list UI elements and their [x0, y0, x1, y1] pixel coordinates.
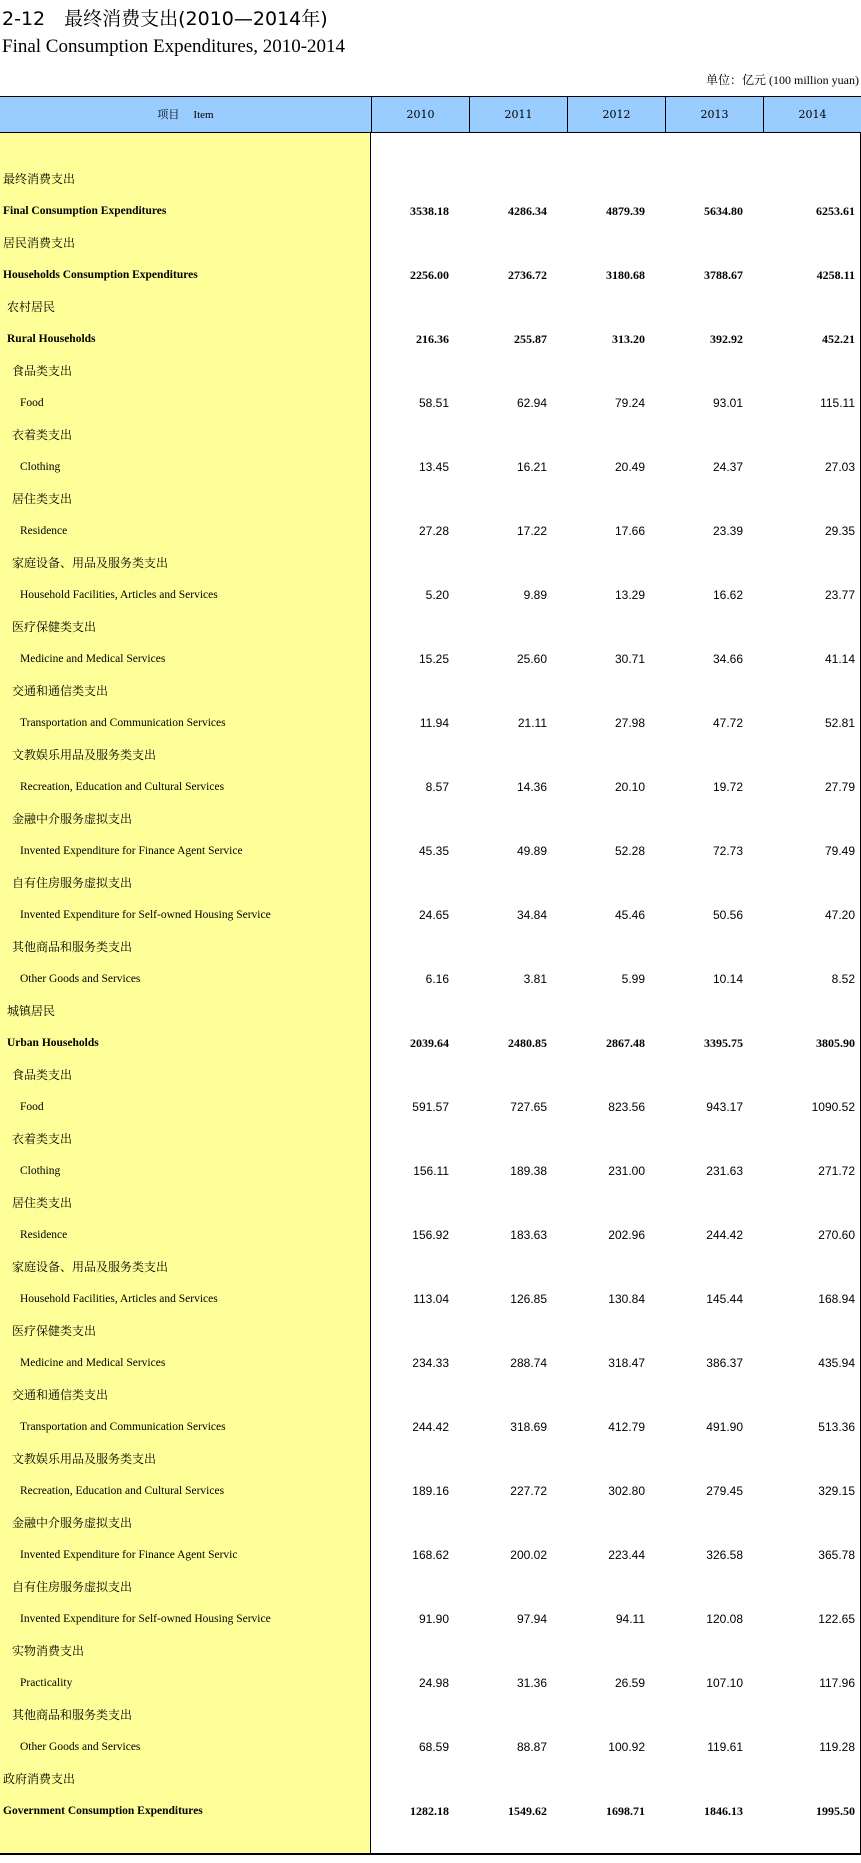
- header-item: [0, 97, 371, 132]
- cell-value-2014: 3805.90: [816, 1036, 855, 1050]
- cell-value-2013: 34.66: [712, 652, 743, 666]
- cell-value-2011: 34.84: [516, 908, 547, 922]
- cell-value-2010: 3538.18: [410, 204, 449, 218]
- cell-value-2012: 13.29: [614, 588, 645, 602]
- row-label-en: Other Goods and Services: [20, 1741, 141, 1753]
- table-row-label-cn: [0, 1699, 861, 1731]
- data-table: [0, 96, 861, 1863]
- cell-value-2013: 1846.13: [704, 1804, 743, 1818]
- row-label-en: Recreation, Education and Cultural Services: [20, 1485, 225, 1497]
- table-row-label-cn: [0, 1315, 861, 1347]
- row-label-en: Invented Expenditure for Finance Agent Service: [20, 845, 243, 857]
- table-row: [0, 323, 861, 355]
- cell-value-2012: 823.56: [608, 1100, 645, 1114]
- cell-value-2010: 15.25: [418, 652, 449, 666]
- table-row-label-cn: [0, 163, 861, 195]
- cell-value-2013: 392.92: [710, 332, 743, 346]
- cell-value-2011: 31.36: [516, 1676, 547, 1690]
- row-label-cn: 食品类支出: [12, 364, 73, 378]
- table-row-label-cn: [0, 1123, 861, 1155]
- row-label-en: Government Consumption Expenditures: [3, 1805, 203, 1817]
- cell-value-2012: 17.66: [614, 524, 645, 538]
- row-label-cn: 政府消费支出: [3, 1772, 76, 1786]
- table-row: [0, 387, 861, 419]
- cell-value-2010: 591.57: [412, 1100, 449, 1114]
- cell-value-2012: 302.80: [608, 1484, 645, 1498]
- cell-value-2011: 200.02: [510, 1548, 547, 1562]
- cell-value-2014: 52.81: [824, 716, 855, 730]
- cell-value-2012: 20.49: [614, 460, 645, 474]
- cell-value-2011: 21.11: [517, 716, 547, 730]
- cell-value-2012: 4879.39: [606, 204, 645, 218]
- cell-value-2014: 47.20: [824, 908, 855, 922]
- cell-value-2013: 491.90: [706, 1420, 743, 1434]
- cell-value-2013: 24.37: [712, 460, 743, 474]
- row-label-cn: 其他商品和服务类支出: [12, 1708, 133, 1722]
- row-label-cn: 金融中介服务虚拟支出: [12, 812, 133, 826]
- cell-value-2013: 120.08: [706, 1612, 743, 1626]
- cell-value-2010: 156.92: [412, 1228, 449, 1242]
- row-label-en: Medicine and Medical Services: [20, 653, 166, 665]
- table-row-label-cn: [0, 1635, 861, 1667]
- table-row: [0, 195, 861, 227]
- cell-value-2014: 23.77: [824, 588, 855, 602]
- table-row: [0, 1411, 861, 1443]
- cell-value-2010: 8.57: [425, 780, 449, 794]
- row-label-en: Household Facilities, Articles and Services: [20, 589, 218, 601]
- cell-value-2014: 8.52: [831, 972, 855, 986]
- cell-value-2010: 189.16: [412, 1484, 449, 1498]
- table-row: [0, 643, 861, 675]
- cell-value-2012: 3180.68: [606, 268, 645, 282]
- cell-value-2012: 94.11: [615, 1612, 645, 1626]
- header-year-2011: 2011: [469, 97, 567, 132]
- cell-value-2012: 412.79: [608, 1420, 645, 1434]
- cell-value-2011: 25.60: [516, 652, 547, 666]
- row-label-cn: 农村居民: [7, 300, 56, 314]
- table-row-label-cn: [0, 1507, 861, 1539]
- cell-value-2014: 27.79: [824, 780, 855, 794]
- table-row-label-cn: [0, 867, 861, 899]
- cell-value-2010: 24.98: [418, 1676, 449, 1690]
- cell-value-2013: 93.01: [712, 396, 743, 410]
- cell-value-2012: 20.10: [614, 780, 645, 794]
- cell-value-2014: 6253.61: [816, 204, 855, 218]
- cell-value-2014: 79.49: [824, 844, 855, 858]
- row-label-cn: 文教娱乐用品及服务类支出: [12, 1452, 157, 1466]
- table-row: [0, 1219, 861, 1251]
- row-label-cn: 城镇居民: [7, 1004, 56, 1018]
- cell-value-2013: 47.72: [712, 716, 743, 730]
- cell-value-2014: 513.36: [818, 1420, 855, 1434]
- row-label-en: Urban Households: [7, 1037, 99, 1049]
- table-row: [0, 1475, 861, 1507]
- table-row-label-cn: [0, 803, 861, 835]
- row-label-en: Household Facilities, Articles and Services: [20, 1293, 218, 1305]
- cell-value-2011: 49.89: [516, 844, 547, 858]
- cell-value-2013: 326.58: [706, 1548, 743, 1562]
- cell-value-2014: 435.94: [818, 1356, 855, 1370]
- row-label-en: Invented Expenditure for Self-owned Housing Service: [20, 1613, 271, 1625]
- cell-value-2010: 24.65: [418, 908, 449, 922]
- cell-value-2010: 68.59: [418, 1740, 449, 1754]
- table-row-label-cn: [0, 1379, 861, 1411]
- cell-value-2014: 29.35: [824, 524, 855, 538]
- header-year-2012: 2012: [567, 97, 665, 132]
- table-row: [0, 259, 861, 291]
- cell-value-2014: 270.60: [818, 1228, 855, 1242]
- row-label-en: Final Consumption Expenditures: [3, 205, 167, 217]
- row-label-en: Invented Expenditure for Finance Agent Servic: [20, 1549, 238, 1561]
- table-row: [0, 1667, 861, 1699]
- table-row-label-cn: [0, 1443, 861, 1475]
- cell-value-2012: 313.20: [612, 332, 645, 346]
- table-row-label-cn: [0, 995, 861, 1027]
- row-label-cn: 交通和通信类支出: [12, 1388, 109, 1402]
- cell-value-2010: 113.04: [413, 1292, 449, 1306]
- cell-value-2014: 1995.50: [816, 1804, 855, 1818]
- table-row: [0, 771, 861, 803]
- table-row: [0, 835, 861, 867]
- table-row: [0, 707, 861, 739]
- cell-value-2013: 72.73: [712, 844, 743, 858]
- cell-value-2014: 41.14: [824, 652, 855, 666]
- cell-value-2010: 45.35: [418, 844, 449, 858]
- cell-value-2014: 1090.52: [811, 1100, 855, 1114]
- table-row-label-cn: [0, 1251, 861, 1283]
- cell-value-2011: 727.65: [510, 1100, 547, 1114]
- cell-value-2014: 271.72: [818, 1164, 855, 1178]
- cell-value-2013: 23.39: [712, 524, 743, 538]
- cell-value-2013: 231.63: [706, 1164, 743, 1178]
- table-row: [0, 899, 861, 931]
- row-label-cn: 医疗保健类支出: [12, 1324, 97, 1338]
- cell-value-2014: 119.28: [819, 1740, 855, 1754]
- cell-value-2012: 2867.48: [606, 1036, 645, 1050]
- table-row-label-cn: [0, 739, 861, 771]
- table-row-label-cn: [0, 291, 861, 323]
- row-label-cn: 交通和通信类支出: [12, 684, 109, 698]
- cell-value-2011: 14.36: [516, 780, 547, 794]
- table-row: [0, 1603, 861, 1635]
- table-row: [0, 1347, 861, 1379]
- cell-value-2012: 202.96: [608, 1228, 645, 1242]
- row-label-cn: 金融中介服务虚拟支出: [12, 1516, 133, 1530]
- row-label-en: Rural Households: [7, 333, 96, 345]
- cell-value-2014: 4258.11: [816, 268, 855, 282]
- row-label-en: Medicine and Medical Services: [20, 1357, 166, 1369]
- table-header: [0, 96, 861, 133]
- cell-value-2012: 130.84: [608, 1292, 645, 1306]
- cell-value-2012: 27.98: [614, 716, 645, 730]
- cell-value-2014: 115.11: [820, 396, 855, 410]
- table-row-label-cn: [0, 1187, 861, 1219]
- cell-value-2011: 318.69: [510, 1420, 547, 1434]
- cell-value-2010: 58.51: [418, 396, 449, 410]
- table-row: [0, 1283, 861, 1315]
- header-item-cn: 项目: [157, 108, 180, 121]
- row-label-en: Residence: [20, 525, 68, 537]
- cell-value-2011: 189.38: [510, 1164, 547, 1178]
- row-label-cn: 居住类支出: [12, 492, 73, 506]
- cell-value-2014: 117.96: [819, 1676, 855, 1690]
- row-label-cn: 实物消费支出: [12, 1644, 85, 1658]
- row-label-en: Food: [20, 1101, 44, 1113]
- row-label-en: Invented Expenditure for Self-owned Housing Service: [20, 909, 271, 921]
- table-row: [0, 1539, 861, 1571]
- table-row-label-cn: [0, 1763, 861, 1795]
- page-title-en: Final Consumption Expenditures, 2010-2014: [2, 36, 346, 57]
- cell-value-2011: 1549.62: [508, 1804, 547, 1818]
- cell-value-2014: 365.78: [818, 1548, 855, 1562]
- cell-value-2011: 288.74: [510, 1356, 547, 1370]
- cell-value-2011: 62.94: [516, 396, 547, 410]
- cell-value-2013: 50.56: [712, 908, 743, 922]
- cell-value-2013: 119.61: [707, 1740, 743, 1754]
- row-label-cn: 衣着类支出: [12, 428, 73, 442]
- cell-value-2013: 5634.80: [704, 204, 743, 218]
- row-label-en: Transportation and Communication Services: [20, 717, 226, 729]
- table-row-label-cn: [0, 675, 861, 707]
- row-label-cn: 食品类支出: [12, 1068, 73, 1082]
- cell-value-2014: 122.65: [818, 1612, 855, 1626]
- cell-value-2013: 3395.75: [704, 1036, 743, 1050]
- cell-value-2013: 107.10: [706, 1676, 743, 1690]
- header-year-2014: 2014: [763, 97, 861, 132]
- table-row-label-cn: [0, 611, 861, 643]
- cell-value-2011: 9.89: [523, 588, 547, 602]
- cell-value-2012: 318.47: [608, 1356, 645, 1370]
- cell-value-2010: 1282.18: [410, 1804, 449, 1818]
- table-row: [0, 515, 861, 547]
- cell-value-2013: 3788.67: [704, 268, 743, 282]
- cell-value-2011: 88.87: [516, 1740, 547, 1754]
- header-item-en: Item: [193, 109, 214, 121]
- cell-value-2012: 45.46: [614, 908, 645, 922]
- cell-value-2011: 183.63: [510, 1228, 547, 1242]
- cell-value-2014: 27.03: [824, 460, 855, 474]
- row-label-en: Practicality: [20, 1677, 73, 1689]
- cell-value-2010: 27.28: [418, 524, 449, 538]
- cell-value-2011: 4286.34: [508, 204, 547, 218]
- cell-value-2013: 943.17: [706, 1100, 743, 1114]
- row-label-en: Residence: [20, 1229, 68, 1241]
- row-label-en: Other Goods and Services: [20, 973, 141, 985]
- cell-value-2010: 5.20: [425, 588, 449, 602]
- row-label-en: Households Consumption Expenditures: [3, 269, 198, 281]
- table-row: [0, 1155, 861, 1187]
- table-row-label-cn: [0, 1059, 861, 1091]
- row-label-cn: 居民消费支出: [3, 236, 76, 250]
- row-label-en: Food: [20, 397, 44, 409]
- row-label-cn: 自有住房服务虚拟支出: [12, 876, 133, 890]
- cell-value-2011: 126.85: [510, 1292, 547, 1306]
- cell-value-2014: 329.15: [818, 1484, 855, 1498]
- cell-value-2012: 52.28: [614, 844, 645, 858]
- row-label-cn: 家庭设备、用品及服务类支出: [12, 1260, 169, 1274]
- cell-value-2013: 10.14: [712, 972, 743, 986]
- cell-value-2010: 2256.00: [410, 268, 449, 282]
- cell-value-2012: 100.92: [608, 1740, 645, 1754]
- cell-value-2012: 30.71: [614, 652, 645, 666]
- cell-value-2013: 16.62: [712, 588, 743, 602]
- cell-value-2012: 79.24: [614, 396, 645, 410]
- table-row-label-cn: [0, 547, 861, 579]
- table-row-label-cn: [0, 483, 861, 515]
- header-year-2013: 2013: [665, 97, 763, 132]
- cell-value-2011: 2480.85: [508, 1036, 547, 1050]
- page-title-cn: 2-12 最终消费支出(2010—2014年): [2, 8, 328, 30]
- row-label-cn: 居住类支出: [12, 1196, 73, 1210]
- row-label-cn: 医疗保健类支出: [12, 620, 97, 634]
- cell-value-2011: 227.72: [510, 1484, 547, 1498]
- cell-value-2011: 97.94: [516, 1612, 547, 1626]
- table-row-label-cn: [0, 931, 861, 963]
- row-label-cn: 最终消费支出: [3, 172, 76, 186]
- cell-value-2011: 17.22: [516, 524, 547, 538]
- row-label-en: Clothing: [20, 461, 61, 473]
- row-label-en: Recreation, Education and Cultural Services: [20, 781, 225, 793]
- table-row: [0, 1027, 861, 1059]
- cell-value-2014: 168.94: [818, 1292, 855, 1306]
- cell-value-2012: 26.59: [614, 1676, 645, 1690]
- cell-value-2012: 223.44: [608, 1548, 645, 1562]
- row-label-cn: 家庭设备、用品及服务类支出: [12, 556, 169, 570]
- cell-value-2011: 2736.72: [508, 268, 547, 282]
- cell-value-2010: 2039.64: [410, 1036, 449, 1050]
- row-label-cn: 文教娱乐用品及服务类支出: [12, 748, 157, 762]
- table-row-label-cn: [0, 1571, 861, 1603]
- table-row: [0, 579, 861, 611]
- row-label-cn: 衣着类支出: [12, 1132, 73, 1146]
- cell-value-2010: 13.45: [418, 460, 449, 474]
- cell-value-2013: 279.45: [706, 1484, 743, 1498]
- table-bottom-border: [0, 1853, 861, 1855]
- cell-value-2013: 386.37: [706, 1356, 743, 1370]
- table-row-label-cn: [0, 355, 861, 387]
- cell-value-2011: 16.21: [516, 460, 547, 474]
- table-row: [0, 963, 861, 995]
- cell-value-2010: 168.62: [412, 1548, 449, 1562]
- cell-value-2013: 244.42: [706, 1228, 743, 1242]
- table-row: [0, 1091, 861, 1123]
- cell-value-2011: 255.87: [514, 332, 547, 346]
- cell-value-2012: 1698.71: [606, 1804, 645, 1818]
- cell-value-2010: 234.33: [412, 1356, 449, 1370]
- row-label-cn: 其他商品和服务类支出: [12, 940, 133, 954]
- table-row-label-cn: [0, 419, 861, 451]
- row-label-cn: 自有住房服务虚拟支出: [12, 1580, 133, 1594]
- table-row: [0, 1795, 861, 1827]
- cell-value-2014: 452.21: [822, 332, 855, 346]
- row-label-en: Clothing: [20, 1165, 61, 1177]
- cell-value-2013: 145.44: [706, 1292, 743, 1306]
- cell-value-2010: 11.94: [419, 716, 449, 730]
- cell-value-2012: 5.99: [621, 972, 645, 986]
- cell-value-2013: 19.72: [712, 780, 743, 794]
- cell-value-2012: 231.00: [608, 1164, 645, 1178]
- row-label-en: Transportation and Communication Services: [20, 1421, 226, 1433]
- cell-value-2011: 3.81: [523, 972, 547, 986]
- table-row-label-cn: [0, 227, 861, 259]
- table-row: [0, 451, 861, 483]
- table-row: [0, 1731, 861, 1763]
- unit-label: 单位：亿元 (100 million yuan): [706, 73, 859, 87]
- cell-value-2010: 91.90: [418, 1612, 449, 1626]
- header-year-2010: 2010: [371, 97, 469, 132]
- cell-value-2010: 6.16: [425, 972, 449, 986]
- cell-value-2010: 216.36: [416, 332, 449, 346]
- cell-value-2010: 244.42: [412, 1420, 449, 1434]
- cell-value-2010: 156.11: [413, 1164, 449, 1178]
